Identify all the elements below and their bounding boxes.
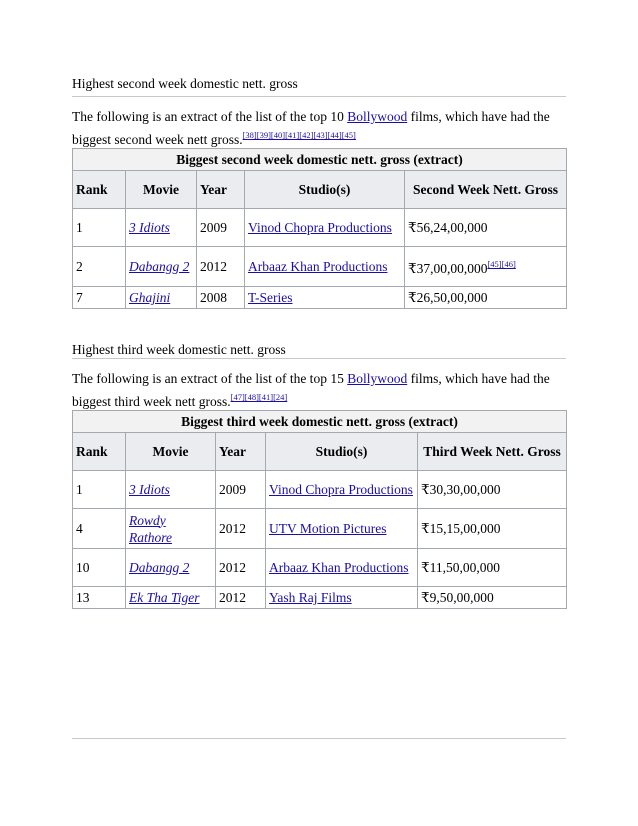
studio-link[interactable]: UTV Motion Pictures (269, 521, 387, 536)
gross-cell: ₹15,15,00,000 (418, 509, 567, 549)
gross-value: ₹37,00,00,000 (408, 261, 488, 276)
intro-paragraph (72, 107, 566, 149)
table-row (73, 471, 567, 509)
movie-link[interactable]: Dabangg 2 (129, 560, 190, 575)
gross-cell: ₹9,50,00,000 (418, 587, 567, 609)
year-cell: 2012 (216, 549, 266, 587)
rank-cell: 4 (73, 509, 126, 549)
bollywood-link[interactable]: Bollywood (347, 371, 408, 386)
studio-cell (266, 549, 418, 587)
studio-link[interactable]: Vinod Chopra Productions (269, 482, 413, 497)
studio-cell (266, 587, 418, 609)
section-divider (72, 96, 566, 97)
second-week-table (72, 148, 567, 309)
movie-cell (126, 287, 197, 309)
studio-link[interactable]: Arbaaz Khan Productions (269, 560, 409, 575)
gross-cell: ₹26,50,00,000 (405, 287, 567, 309)
section-heading: Highest third week domestic nett. gross (72, 342, 286, 357)
column-header[interactable]: Movie (126, 433, 216, 471)
rank-cell: 7 (73, 287, 126, 309)
paragraph-text: The following is an extract of the list of the top 15 (72, 371, 348, 386)
year-cell: 2012 (197, 247, 245, 287)
table-row (73, 549, 567, 587)
gross-cell: ₹11,50,00,000 (418, 549, 567, 587)
gross-cell: ₹30,30,00,000 (418, 471, 567, 509)
section-heading: Highest second week domestic nett. gross (72, 76, 298, 91)
studio-link[interactable]: Arbaaz Khan Productions (248, 259, 388, 274)
column-header[interactable]: Year (197, 171, 245, 209)
table-caption: Biggest second week domestic nett. gross (extract) (72, 148, 567, 170)
movie-link[interactable]: Rowdy Rathore (129, 512, 172, 545)
reference-links[interactable]: [45][46] (487, 259, 516, 269)
studio-link[interactable]: T-Series (248, 290, 293, 305)
movie-link[interactable]: Ghajini (129, 290, 171, 305)
movie-cell (126, 549, 216, 587)
rank-cell: 2 (73, 247, 126, 287)
intro-paragraph (72, 369, 566, 411)
table-row (73, 247, 567, 287)
year-cell: 2012 (216, 587, 266, 609)
movie-cell (126, 509, 216, 549)
studio-link[interactable]: Yash Raj Films (269, 590, 352, 605)
studio-cell (266, 471, 418, 509)
column-header[interactable]: Movie (126, 171, 197, 209)
rank-cell: 1 (73, 209, 126, 247)
rank-cell: 1 (73, 471, 126, 509)
rank-cell: 10 (73, 549, 126, 587)
third-week-table (72, 410, 567, 609)
movie-cell (126, 209, 197, 247)
paragraph-text: films, which have had the biggest third week nett gross. (72, 371, 550, 409)
studio-cell (245, 209, 405, 247)
movie-link[interactable]: 3 Idiots (129, 220, 170, 235)
gross-cell (405, 247, 567, 287)
year-cell: 2009 (197, 209, 245, 247)
movie-link[interactable]: Dabangg 2 (129, 259, 190, 274)
movie-link[interactable]: 3 Idiots (129, 482, 170, 497)
column-header[interactable]: Rank (73, 171, 126, 209)
column-header[interactable]: Studio(s) (266, 433, 418, 471)
reference-links[interactable]: [47][48][41][24] (230, 392, 288, 402)
gross-cell: ₹56,24,00,000 (405, 209, 567, 247)
reference-links[interactable]: [38][39][40][41][42][43][44][45] (242, 130, 356, 140)
movie-cell (126, 247, 197, 287)
table-row (73, 509, 567, 549)
section-divider (72, 358, 566, 359)
studio-cell (266, 509, 418, 549)
column-header[interactable]: Rank (73, 433, 126, 471)
column-header[interactable]: Year (216, 433, 266, 471)
table-row (73, 287, 567, 309)
movie-cell (126, 587, 216, 609)
column-header[interactable]: Second Week Nett. Gross (405, 171, 567, 209)
year-cell: 2012 (216, 509, 266, 549)
column-header[interactable]: Third Week Nett. Gross (418, 433, 567, 471)
movie-cell (126, 471, 216, 509)
table-row (73, 209, 567, 247)
table-caption: Biggest third week domestic nett. gross (extract) (72, 410, 567, 432)
studio-link[interactable]: Vinod Chopra Productions (248, 220, 392, 235)
year-cell: 2009 (216, 471, 266, 509)
movie-link[interactable]: Ek Tha Tiger (129, 590, 200, 605)
table-row (73, 587, 567, 609)
studio-cell (245, 287, 405, 309)
paragraph-text: films, which have had the biggest second week nett gross. (72, 109, 550, 147)
column-header[interactable]: Studio(s) (245, 171, 405, 209)
footer-divider (72, 738, 566, 739)
year-cell: 2008 (197, 287, 245, 309)
paragraph-text: The following is an extract of the list of the top 10 (72, 109, 348, 124)
rank-cell: 13 (73, 587, 126, 609)
bollywood-link[interactable]: Bollywood (347, 109, 408, 124)
studio-cell (245, 247, 405, 287)
